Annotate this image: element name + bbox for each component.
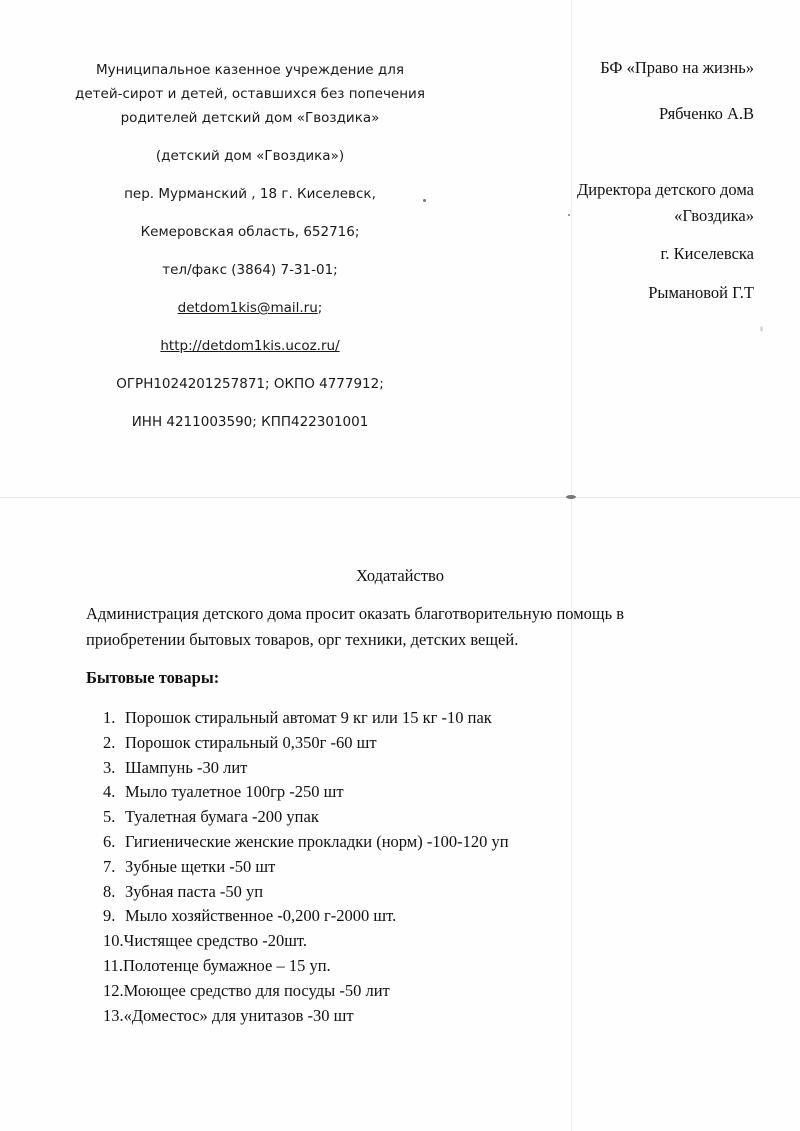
scan-speck [566, 495, 576, 499]
intro-line-1: Администрация детского дома просит оказать благотворительную помощь в [86, 604, 625, 623]
list-item [103, 780, 783, 805]
scan-speck [760, 326, 763, 332]
list-item [103, 954, 783, 979]
item-text: Мыло хозяйственное -0,200 г-2000 шт. [125, 906, 397, 926]
list-item [103, 904, 783, 929]
item-number: 5. [103, 807, 116, 827]
item-text: Зубные щетки -50 шт [125, 856, 276, 876]
item-text: Порошок стиральный 0,350г -60 шт [125, 732, 377, 752]
list-item [103, 979, 783, 1004]
item-text: Шампунь -30 лит [125, 757, 248, 777]
item-number: 11. [103, 955, 124, 975]
item-text: Гигиенические женские прокладки (норм) -100-120 уп [125, 831, 509, 851]
intro-line-2: приобретении бытовых товаров, орг техники, детских вещей. [86, 630, 519, 649]
recipient-title-line-1: Директора детского дома [577, 180, 754, 199]
document-title: Ходатайство [356, 566, 444, 585]
list-item [103, 929, 783, 954]
sender-email-link[interactable]: detdom1kis@mail.ru [177, 300, 318, 316]
sender-organization [60, 58, 440, 130]
recipient-city: г. Киселевска [660, 244, 754, 263]
list-item [103, 731, 783, 756]
item-number: 1. [103, 708, 116, 727]
item-text: Полотенце бумажное – 15 уп. [123, 955, 331, 975]
list-item [103, 706, 783, 731]
item-text: Зубная паста -50 уп [125, 881, 264, 901]
recipient-person: Рымановой Г.Т [648, 283, 754, 302]
list-item [103, 805, 783, 830]
intro-paragraph [86, 601, 766, 653]
sender-email-suffix: ; [317, 300, 323, 316]
item-number: 4. [103, 782, 116, 802]
item-text: Чистящее средство -20шт. [123, 931, 308, 951]
item-number: 13. [103, 1005, 124, 1025]
sender-short-name: (детский дом «Гвоздика») [155, 148, 345, 164]
item-number: 12. [103, 980, 124, 1000]
item-number: 10. [103, 931, 124, 951]
sender-website-link[interactable]: http://detdom1kis.ucoz.ru/ [160, 338, 340, 354]
sender-org-line-2: детей-сирот и детей, оставшихся без попечения [75, 86, 425, 102]
horizontal-fold-line [0, 497, 800, 498]
item-number: 8. [103, 881, 116, 901]
section-title: Бытовые товары: [86, 668, 220, 687]
list-item [103, 830, 783, 855]
item-number: 9. [103, 906, 116, 926]
item-number: 7. [103, 856, 116, 876]
sender-inn: ИНН 4211003590; КПП422301001 [131, 414, 369, 430]
item-text: Мыло туалетное 100гр -250 шт [125, 782, 344, 802]
sender-org-line-3: родителей детский дом «Гвоздика» [120, 110, 380, 126]
sender-region: Кемеровская область, 652716; [140, 224, 360, 240]
sender-website-line [60, 334, 440, 358]
item-number: 6. [103, 831, 116, 851]
item-text: Моющее средство для посуды -50 лит [123, 980, 390, 1000]
item-text: Туалетная бумага -200 упак [125, 807, 319, 827]
sender-block [60, 58, 440, 434]
sender-phone: тел/факс (3864) 7-31-01; [162, 262, 338, 278]
items-list [103, 706, 783, 1028]
sender-address: пер. Мурманский , 18 г. Киселевск, [124, 186, 376, 202]
list-item [103, 855, 783, 880]
item-text: «Доместос» для унитазов -30 шт [123, 1005, 354, 1025]
sender-ogrn: ОГРН1024201257871; ОКПО 4777912; [116, 376, 384, 392]
list-item [103, 1004, 783, 1029]
recipient-fund-person: Рябченко А.В [659, 104, 754, 123]
item-number: 2. [103, 732, 116, 752]
recipient-fund: БФ «Право на жизнь» [600, 58, 754, 77]
recipient-title-line-2: «Гвоздика» [674, 206, 754, 225]
item-number: 3. [103, 757, 116, 777]
sender-email-line [60, 296, 440, 320]
item-text: Порошок стиральный автомат 9 кг или 15 кг -10 пак [125, 708, 492, 727]
list-item [103, 880, 783, 905]
scan-speck [568, 214, 570, 216]
sender-org-line-1: Муниципальное казенное учреждение для [96, 62, 404, 78]
list-item [103, 756, 783, 781]
